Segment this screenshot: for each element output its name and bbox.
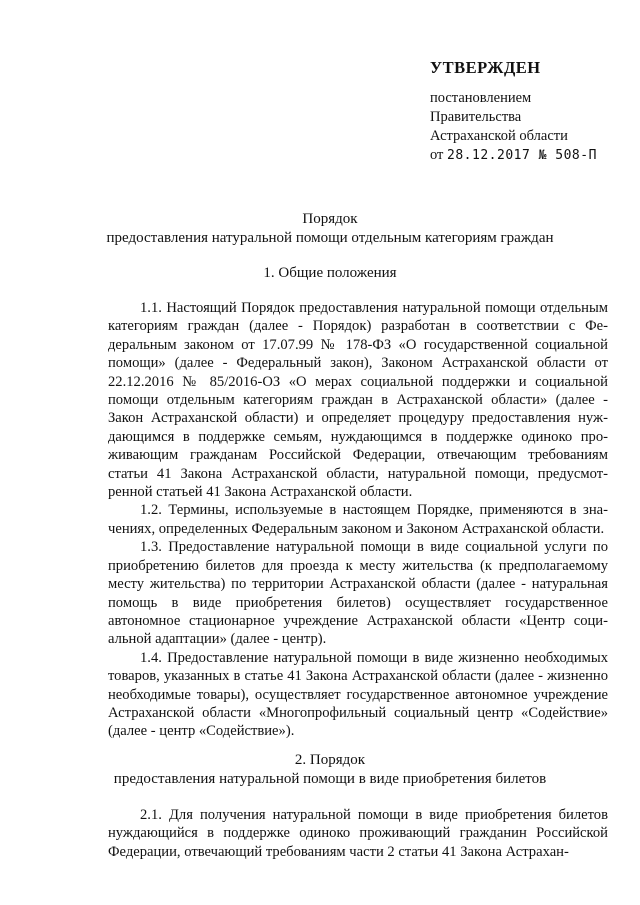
approval-line-government: Правительства <box>430 109 522 125</box>
document-title-block <box>70 210 590 248</box>
section-2-subheading: предоставления натуральной помощи в виде приобретения билетов <box>113 771 547 787</box>
approval-date-prefix: от <box>430 147 444 163</box>
approval-line-resolution: постановлением <box>430 90 532 106</box>
approval-date-line <box>430 146 597 165</box>
section-2-heading-block <box>70 751 590 789</box>
paragraph-2-1: 2.1. Для получения натуральной помощи в виде приобретения билетов нуждающийся в поддержке одиноко проживающий гражданин Российской Федерации, отвечающий требованиям части 2 статьи 41 Закона Астрахан- <box>108 807 608 860</box>
paragraph-1-2: 1.2. Термины, используемые в настоящем Порядке, применяются в значениях, определенных Федеральным законом и Законом Астраханской области. <box>108 502 608 537</box>
section-1-body <box>108 299 608 741</box>
approval-stamp <box>430 58 597 165</box>
section-2-heading: 2. Порядок <box>294 752 366 768</box>
paragraph-1-4: 1.4. Предоставление натуральной помощи в виде жизненно необходимых товаров, указанных в статье 41 Закона Астраханской области (далее - жизненно необходимые товары), осуществляет государственное автономное учреждение Астраханской области «Многопрофильный социальный центр «Содействие» (далее - центр «Содействие»). <box>108 649 608 740</box>
section-2-body <box>108 806 608 861</box>
document-subtitle: предоставления натуральной помощи отдельным категориям граждан <box>106 230 554 246</box>
approval-heading: УТВЕРЖДЕН <box>430 58 541 77</box>
approval-date-number: 28.12.2017 № 508-П <box>447 148 597 163</box>
paragraph-1-3: 1.3. Предоставление натуральной помощи в виде социальной услуги по приобретению билетов для проезда к месту жительства (к предполагаемому месту жительства) по территории Астраханской области (далее - натуральная помощь в виде приобретения билетов) осуществляет государственное автономное стационарное учреждение Астраханской области «Центр социальной адаптации» (далее - центр). <box>108 539 608 648</box>
document-title: Порядок <box>302 211 358 227</box>
section-1-heading: 1. Общие положения <box>263 265 397 281</box>
paragraph-1-1: 1.1. Настоящий Порядок предоставления натуральной помощи отдельным категориям граждан (далее - Порядок) разработан в соответствии с Федеральным законом от 17.07.99 № 178-ФЗ «О государственной социальной помощи» (далее - Федеральный закон), Законом Астраханской области от 22.12.2016 № 85/2016-ОЗ «О мерах социальной поддержки и социальной помощи отдельным категориям граждан в Астраханской области» (далее - Закон Астраханской области) и определяет процедуру предоставления нуждающимся в поддержке семьям, нуждающимся в поддержке одиноко проживающим гражданам Российской Федерации, отвечающим требованиям статьи 41 Закона Астраханской области, натуральной помощи, предусмотренной статьей 41 Закона Астраханской области. <box>108 300 608 501</box>
approval-line-region: Астраханской области <box>430 128 568 144</box>
